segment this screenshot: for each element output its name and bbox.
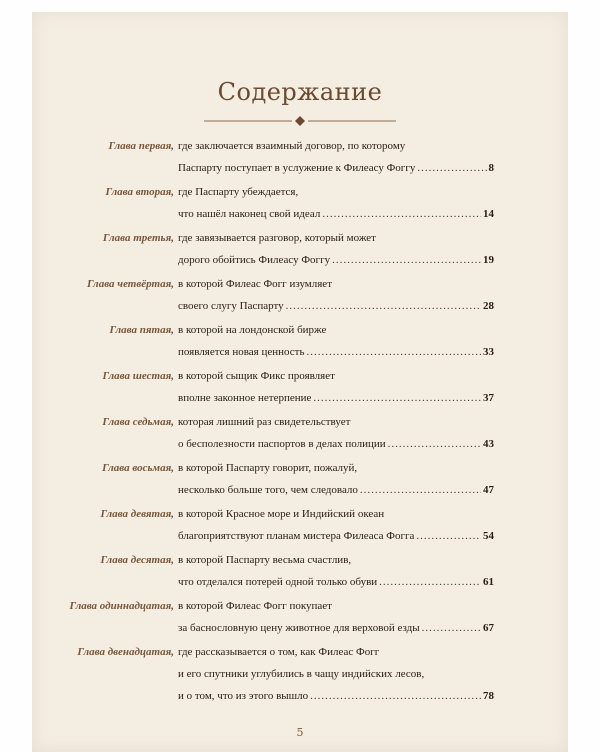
- entry-line: Паспарту поступает в услужение к Филеасу Фоггу: [178, 162, 416, 174]
- chapter-label: Глава первая,: [108, 140, 174, 152]
- entry-line: которая лишний раз свидетельствует: [178, 416, 351, 428]
- entry-line-with-page: [178, 438, 494, 450]
- page-number: 28: [483, 300, 494, 312]
- entry-line: что отделался потерей одной только обуви: [178, 576, 378, 588]
- entry-line: за баснословную цену животное для верховой езды: [178, 622, 420, 634]
- entry-line: в которой на лондонской бирже: [178, 324, 327, 336]
- entry-line: в которой Филеас Фогг изумляет: [178, 278, 332, 290]
- entry-line: в которой Филеас Фогг покупает: [178, 600, 332, 612]
- entry-line-with-page: [178, 300, 494, 312]
- entry-line: где заключается взаимный договор, по которому: [178, 140, 406, 152]
- chapter-label: Глава одиннадцатая,: [69, 600, 174, 612]
- page-number: 47: [483, 484, 494, 496]
- entry-line: и о том, что из этого вышло: [178, 690, 309, 702]
- dot-leader: [307, 346, 482, 358]
- dot-leader: [422, 622, 481, 634]
- entry-line-with-page: [178, 622, 494, 634]
- page-number: 43: [483, 438, 494, 450]
- dot-leader: [286, 300, 481, 312]
- chapter-label: Глава девятая,: [100, 508, 174, 520]
- page-number: 14: [483, 208, 494, 220]
- dot-leader: [360, 484, 481, 496]
- dot-leader: [310, 690, 481, 702]
- chapter-label: Глава пятая,: [109, 324, 174, 336]
- entry-line: дорого обойтись Филеасу Фоггу: [178, 254, 331, 266]
- dot-leader: [332, 254, 481, 266]
- entry-line: где рассказывается о том, как Филеас Фогг: [178, 646, 380, 658]
- dot-leader: [322, 208, 481, 220]
- dot-leader: [417, 162, 486, 174]
- dot-leader: [313, 392, 481, 404]
- page-number: 8: [488, 162, 494, 174]
- entry-line-with-page: [178, 576, 494, 588]
- chapter-label: Глава шестая,: [102, 370, 174, 382]
- page-number: 67: [483, 622, 494, 634]
- page-title: Содержание: [217, 78, 383, 106]
- entry-line: в которой сыщик Фикс проявляет: [178, 370, 335, 382]
- entry-line-with-page: [178, 690, 494, 702]
- entry-line-with-page: [178, 254, 494, 266]
- chapter-label: Глава двенадцатая,: [77, 646, 174, 658]
- chapter-label: Глава восьмая,: [102, 462, 174, 474]
- entry-line: благоприятствуют планам мистера Филеаса Фогга: [178, 530, 415, 542]
- page-number: 19: [483, 254, 494, 266]
- page-number: 78: [483, 690, 494, 702]
- chapter-label: Глава четвёртая,: [87, 278, 174, 290]
- chapter-label: Глава вторая,: [105, 186, 174, 198]
- entry-line: о бесполезности паспортов в делах полиции: [178, 438, 386, 450]
- entry-line: появляется новая ценность: [178, 346, 305, 358]
- entry-line: вполне законное нетерпение: [178, 392, 312, 404]
- chapter-label: Глава третья,: [102, 232, 174, 244]
- entry-line-with-page: [178, 208, 494, 220]
- entry-line-with-page: [178, 346, 494, 358]
- dot-leader: [388, 438, 481, 450]
- page-number: 33: [483, 346, 494, 358]
- entry-line-with-page: [178, 530, 494, 542]
- folio-page-number: 5: [296, 726, 304, 739]
- title-ornament: [204, 115, 396, 127]
- entry-line: в которой Красное море и Индийский океан: [178, 508, 385, 520]
- entry-line: несколько больше того, чем следовало: [178, 484, 358, 496]
- entry-line-with-page: [178, 162, 494, 174]
- chapter-label: Глава седьмая,: [102, 416, 174, 428]
- book-page: [32, 12, 568, 752]
- entry-line: где Паспарту убеждается,: [178, 186, 299, 198]
- entry-line-with-page: [178, 484, 494, 496]
- entry-line: в которой Паспарту говорит, пожалуй,: [178, 462, 358, 474]
- chapter-label: Глава десятая,: [100, 554, 174, 566]
- page-number: 37: [483, 392, 494, 404]
- entry-line: своего слугу Паспарту: [178, 300, 284, 312]
- dot-leader: [416, 530, 481, 542]
- entry-line: в которой Паспарту весьма счастлив,: [178, 554, 352, 566]
- dot-leader: [379, 576, 481, 588]
- page-number: 54: [483, 530, 494, 542]
- entry-line: где завязывается разговор, который может: [178, 232, 376, 244]
- entry-line: что нашёл наконец свой идеал: [178, 208, 321, 220]
- page-number: 61: [483, 576, 494, 588]
- entry-line: и его спутники углубились в чащу индийских лесов,: [178, 668, 425, 680]
- entry-line-with-page: [178, 392, 494, 404]
